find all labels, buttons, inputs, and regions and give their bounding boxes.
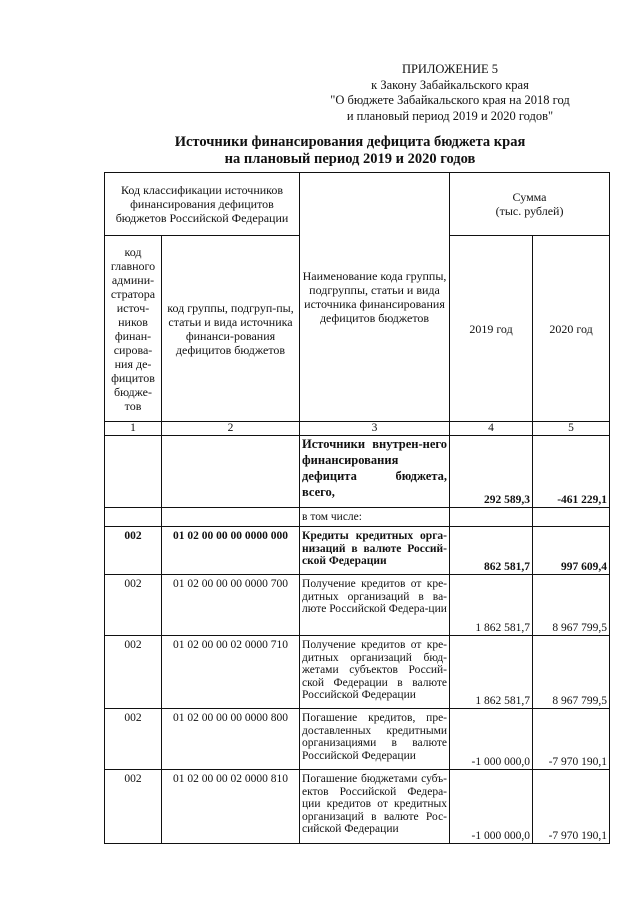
row-2019: -1 000 000,0 (450, 709, 533, 770)
row-name: Получение кредитов от кре-дитных организаций в ва-люте Российской Федера-ции (300, 575, 450, 636)
including-code-cell (162, 508, 300, 527)
total-row (105, 436, 610, 508)
table-row (105, 527, 610, 575)
row-2020: 8 967 799,5 (533, 575, 610, 636)
row-2020: 997 609,4 (533, 527, 610, 575)
header-year-2019: 2019 год (450, 236, 533, 422)
row-2020: -7 970 190,1 (533, 709, 610, 770)
header-sum-unit: (тыс. рублей) (495, 204, 564, 218)
table-row (105, 770, 610, 844)
row-group-code: 01 02 00 00 00 0000 800 (162, 709, 300, 770)
row-2019: 1 862 581,7 (450, 575, 533, 636)
column-number: 1 (105, 422, 162, 436)
row-admin-code: 002 (105, 575, 162, 636)
row-admin-code: 002 (105, 770, 162, 844)
table-row (105, 575, 610, 636)
row-name: Погашение бюджетами субъ-ектов Российской Федера-ции кредитов от кредитных организаций в валюте Рос-сийской Федерации (300, 770, 450, 844)
row-name: Получение кредитов от кре-дитных организаций бюд-жетами субъектов Россий-ской Федерации в валюте Российской Федерации (300, 636, 450, 709)
row-2020: -7 970 190,1 (533, 770, 610, 844)
row-2020: 8 967 799,5 (533, 636, 610, 709)
including-row (105, 508, 610, 527)
header-sum-label: Сумма (512, 190, 547, 204)
row-group-code: 01 02 00 00 02 0000 710 (162, 636, 300, 709)
column-number: 5 (533, 422, 610, 436)
appendix-header (300, 62, 600, 124)
column-number: 4 (450, 422, 533, 436)
row-admin-code: 002 (105, 709, 162, 770)
header-name: Наименование кода группы, подгруппы, статьи и вида источника финансирования дефицитов бюджетов (300, 173, 450, 422)
total-2019: 292 589,3 (450, 436, 533, 508)
column-number: 3 (300, 422, 450, 436)
including-2020-cell (533, 508, 610, 527)
column-numbers-row (105, 422, 610, 436)
header-year-2020: 2020 год (533, 236, 610, 422)
financing-sources-table (104, 172, 610, 844)
row-group-code: 01 02 00 00 00 0000 700 (162, 575, 300, 636)
total-2020: -461 229,1 (533, 436, 610, 508)
including-2019-cell (450, 508, 533, 527)
table-row (105, 636, 610, 709)
document-title (100, 134, 600, 168)
row-group-code: 01 02 00 00 02 0000 810 (162, 770, 300, 844)
table-row (105, 709, 610, 770)
including-label: в том числе: (300, 508, 450, 527)
row-name: Погашение кредитов, пре-доставленных кредитными организациями в валюте Российской Федерации (300, 709, 450, 770)
row-2019: -1 000 000,0 (450, 770, 533, 844)
appendix-label: ПРИЛОЖЕНИЕ 5 (401, 62, 499, 76)
total-admin-cell (105, 436, 162, 508)
column-number: 2 (162, 422, 300, 436)
table-header-row-1 (105, 173, 610, 236)
document-title-line2: на плановый период 2019 и 2020 годов (224, 151, 476, 167)
row-admin-code: 002 (105, 527, 162, 575)
appendix-law-title-line2: и плановый период 2019 и 2020 годов" (346, 108, 554, 123)
total-name: Источники внутрен-него финансирования дефицита бюджета, всего, (300, 436, 450, 508)
header-classification-code: Код классификации источников финансирования дефицитов бюджетов Российской Федерации (105, 173, 300, 236)
row-admin-code: 002 (105, 636, 162, 709)
row-2019: 862 581,7 (450, 527, 533, 575)
row-2019: 1 862 581,7 (450, 636, 533, 709)
appendix-law-title-line1: "О бюджете Забайкальского края на 2018 год (330, 93, 570, 107)
header-admin-code: код главного админи-стратора источ-ников финан-сирова-ния де-фицитов бюдже-тов (105, 236, 162, 422)
document-title-line1: Источники финансирования дефицита бюджета края (174, 134, 526, 150)
header-group-code: код группы, подгруп-пы, статьи и вида источника финанси-рования дефицитов бюджетов (162, 236, 300, 422)
total-code-cell (162, 436, 300, 508)
row-group-code: 01 02 00 00 00 0000 000 (162, 527, 300, 575)
including-admin-cell (105, 508, 162, 527)
appendix-law-line: к Закону Забайкальского края (371, 77, 529, 92)
header-sum (450, 173, 610, 236)
row-name: Кредиты кредитных орга-низаций в валюте Россий-ской Федерации (300, 527, 450, 575)
